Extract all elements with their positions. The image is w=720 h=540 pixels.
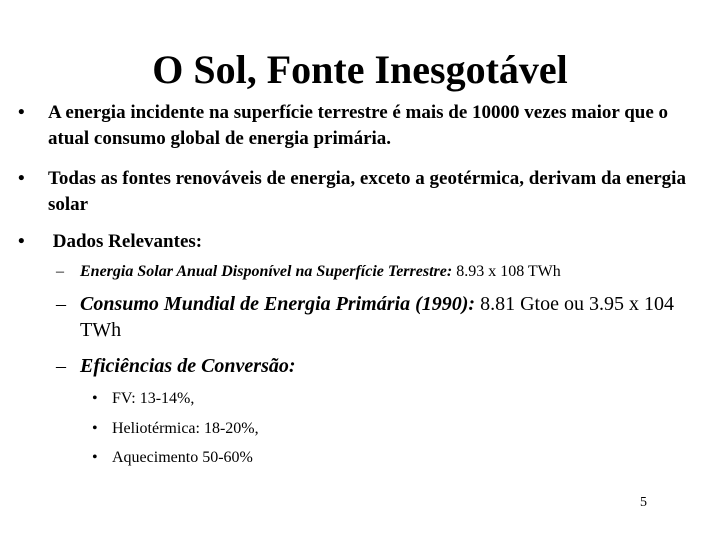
bullet-marker: • <box>18 231 25 252</box>
sub-bullet-label: Energia Solar Anual Disponível na Superfície Terrestre: <box>80 263 453 280</box>
sub-bullet-world-consumption <box>56 291 706 343</box>
efficiency-marker: • <box>92 449 98 466</box>
bullet-text: A energia incidente na superfície terrestre é mais de 10000 vezes maior que o atual consumo global de energia primária. <box>48 102 669 149</box>
efficiency-text: Aquecimento 50-60% <box>112 449 253 466</box>
bullet-energy-incident <box>18 100 708 152</box>
efficiency-text: Heliotérmica: 18-20%, <box>112 420 259 437</box>
efficiency-marker: • <box>92 420 98 437</box>
page-number: 5 <box>640 495 647 510</box>
bullet-renewable-sources <box>18 166 708 218</box>
sub-bullet-label: Consumo Mundial de Energia Primária (1990): <box>80 293 476 315</box>
bullet-text: Dados Relevantes: <box>48 231 203 252</box>
bullet-relevant-data <box>18 229 708 255</box>
sub-bullet-solar-energy <box>56 261 706 283</box>
efficiency-marker: • <box>92 390 98 407</box>
sub-bullet-label: Eficiências de Conversão: <box>80 355 296 377</box>
efficiency-item-pv <box>92 388 194 410</box>
efficiency-item-heliothermal <box>92 418 259 440</box>
bullet-marker: • <box>18 102 25 123</box>
slide-title: O Sol, Fonte Inesgotável <box>152 47 568 92</box>
sub-bullet-marker: – <box>56 263 64 280</box>
sub-bullet-value: 8.81 Gtoe ou 3.95 x 104 TWh <box>80 293 674 341</box>
bullet-text: Todas as fontes renováveis de energia, exceto a geotérmica, derivam da energia solar <box>48 168 686 215</box>
sub-bullet-conversion-efficiencies <box>56 353 706 379</box>
bullet-marker: • <box>18 168 25 189</box>
efficiency-text: FV: 13-14%, <box>112 390 195 407</box>
efficiency-item-heating <box>92 447 253 469</box>
sub-bullet-marker: – <box>56 355 66 377</box>
sub-bullet-marker: – <box>56 293 66 315</box>
sub-bullet-value: 8.93 x 108 TWh <box>452 263 561 280</box>
